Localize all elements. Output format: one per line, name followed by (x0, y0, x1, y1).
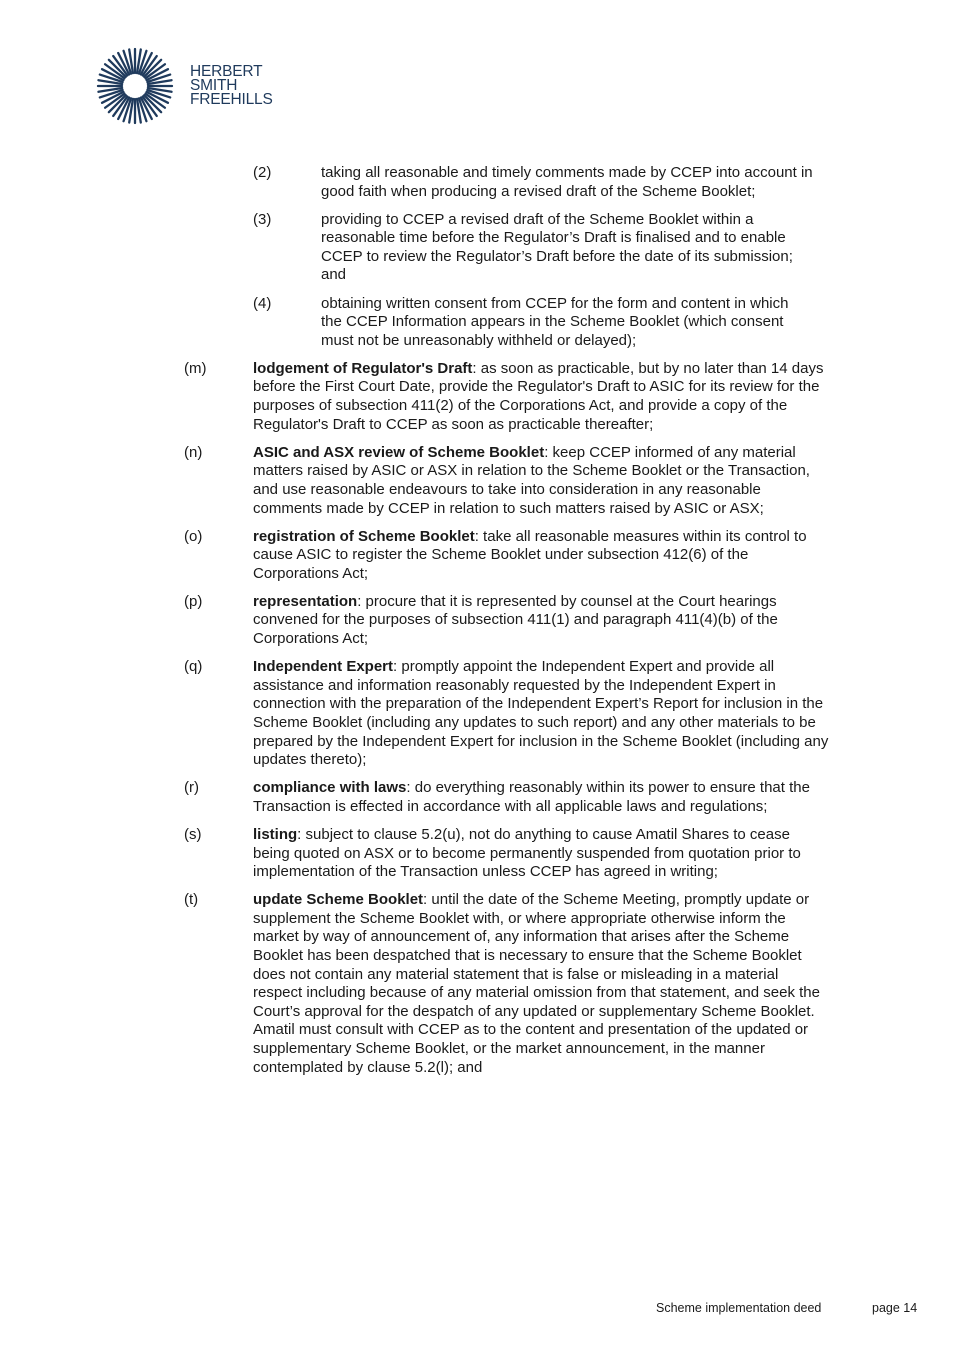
clause-number: (s) (184, 825, 202, 843)
subclause-number: (4) (253, 294, 272, 312)
clause-number: (o) (184, 527, 203, 545)
footer-page-number: page 14 (872, 1301, 918, 1315)
subclause-number: (2) (253, 164, 272, 181)
clause-r (184, 779, 829, 816)
clause-m (184, 360, 829, 434)
clause-heading: representation (253, 592, 358, 610)
clause-heading: Independent Expert (253, 658, 394, 676)
clause-o (184, 528, 829, 584)
subclause-text: obtaining written consent from CCEP for the form and content in which the CCEP Information appears in the Scheme Booklet (which consent must not be unreasonably withheld or delayed); (321, 294, 789, 349)
subclause (253, 211, 813, 285)
logo-line-smith: SMITH (190, 77, 238, 94)
logo-line-herbert: HERBERT (190, 63, 263, 80)
clause-text: : as soon as practicable, but by no later than 14 days before the First Court Date, provide the Regulator's Draft to ASIC for its review for the purposes of subsection 411(2) of the Corporations Act, and provide a copy of the Regulator's Draft to CCEP as soon as practicable thereafter; (253, 359, 824, 433)
clause-number: (r) (184, 779, 199, 797)
clause-number: (t) (184, 891, 199, 909)
clause-number: (n) (184, 443, 203, 461)
clause-number: (p) (184, 592, 203, 610)
clause-s (184, 826, 829, 882)
subclause-text: providing to CCEP a revised draft of the Scheme Booklet within a reasonable time before the Regulator’s Draft is finalised and to enable CCEP to review the Regulator’s Draft before the date of its submission; and (321, 210, 793, 284)
clause-heading: update Scheme Booklet (253, 891, 424, 909)
clause-text: : until the date of the Scheme Meeting, promptly update or supplement the Scheme Booklet with, or where appropriate otherwise inform the market by way of announcement of, any information that arises after the Scheme Booklet has been despatched that is necessary to ensure that the Scheme Booklet does not contain any material statement that is false or misleading in a material respect including because of any material omission from that statement, and seek the Court’s approval for the despatch of any updated or supplementary Scheme Booklet. Amatil must consult with CCEP as to the content and presentation of the updated or supplementary Scheme Booklet, or the market announcement, in the manner contemplated by clause 5.2(l); and (253, 891, 820, 1076)
logo-wordmark (190, 65, 273, 107)
company-logo (96, 47, 286, 127)
clause-text: : do everything reasonably within its power to ensure that the Transaction is effected in accordance with all applicable laws and regulations; (253, 779, 810, 815)
subclause-number: (3) (253, 210, 272, 228)
sunburst-logo-icon (96, 47, 178, 127)
clause-heading: lodgement of Regulator's Draft (253, 359, 473, 377)
subclause (253, 164, 813, 201)
clause-heading: compliance with laws (253, 779, 407, 797)
document-body (0, 164, 965, 1087)
clause-text: : subject to clause 5.2(u), not do anything to cause Amatil Shares to cease being quoted on ASX or to become permanently suspended from quotation prior to implementation of the Transaction unless CCEP has agreed in writing; (253, 825, 801, 881)
clause-p (184, 593, 829, 649)
subclause (253, 295, 813, 351)
clause-heading: ASIC and ASX review of Scheme Booklet (253, 443, 545, 461)
footer-document-title: Scheme implementation deed (656, 1301, 822, 1315)
logo-line-freehills: FREEHILLS (190, 91, 273, 108)
clause-text: : procure that it is represented by counsel at the Court hearings convened for the purposes of subsection 411(1) and paragraph 411(4)(b) of the Corporations Act; (253, 592, 778, 648)
clause-t (184, 891, 829, 1077)
subclause-text: taking all reasonable and timely comments made by CCEP into account in good faith when producing a revised draft of the Scheme Booklet; (321, 164, 813, 200)
clause-n (184, 444, 829, 518)
clause-text: : promptly appoint the Independent Expert and provide all assistance and information reasonably requested by the Independent Expert in connection with the preparation of the Independent Expert’s Report for inclusion in the Scheme Booklet (including any updates to such report) and any other materials to be prepared by the Independent Expert for inclusion in the Scheme Booklet (including any updates thereto); (253, 658, 829, 769)
clause-q (184, 658, 829, 770)
clause-number: (q) (184, 658, 203, 676)
clause-text: : keep CCEP informed of any material matters raised by ASIC or ASX in relation to the Scheme Booklet or the Transaction, and use reasonable endeavours to take into consideration in any reasonable comments made by CCEP in relation to such matters raised by ASIC or ASX; (253, 443, 810, 517)
clause-heading: registration of Scheme Booklet (253, 527, 475, 545)
clause-number: (m) (184, 359, 207, 377)
clause-heading: listing (253, 825, 298, 843)
clause-text: : take all reasonable measures within its control to cause ASIC to register the Scheme Booklet under subsection 412(6) of the Corporations Act; (253, 527, 807, 582)
